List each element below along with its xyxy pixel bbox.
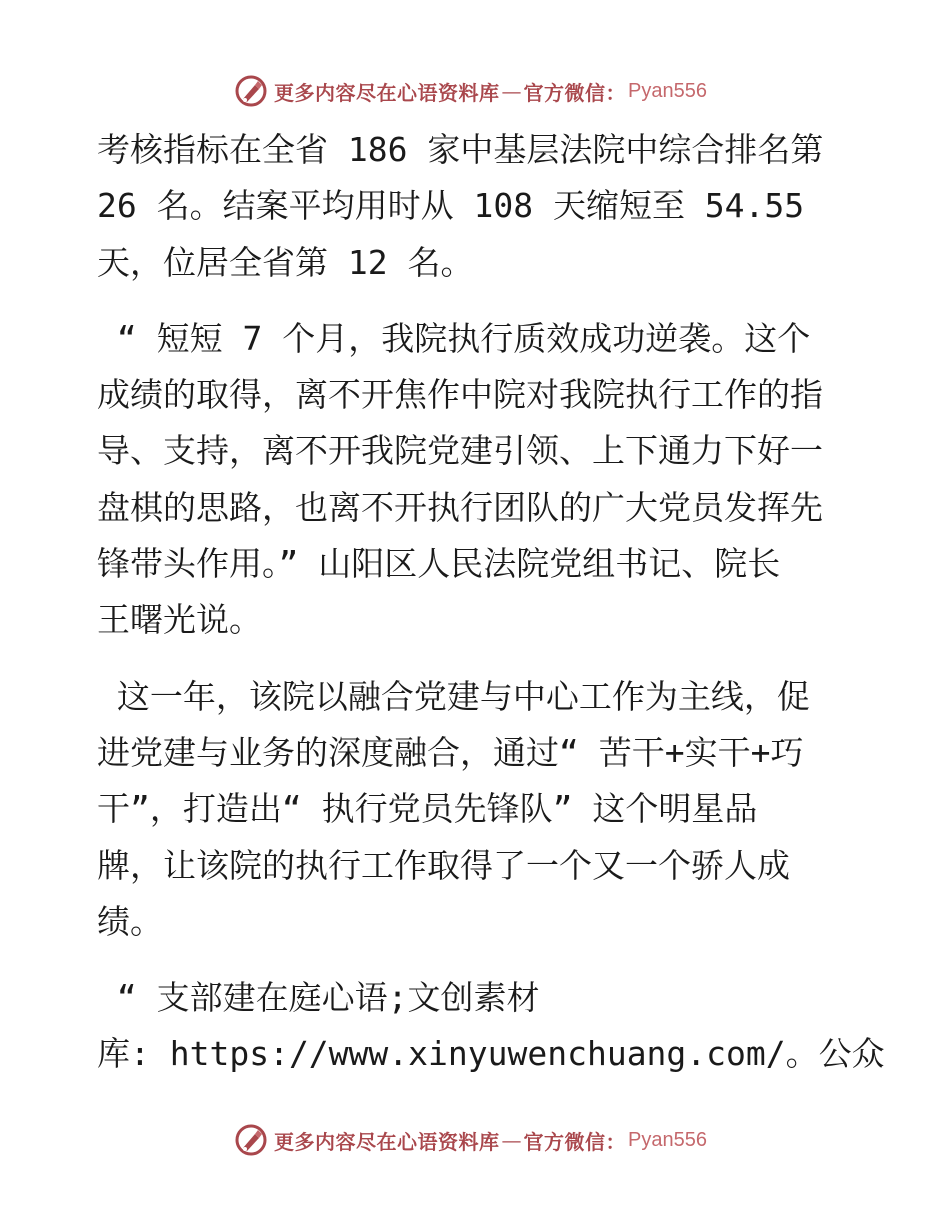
watermark-separator: — (501, 79, 522, 103)
watermark-wechat-id: Pyan556 (628, 1128, 707, 1151)
watermark-wechat-id: Pyan556 (628, 79, 707, 102)
text-line: 考核指标在全省 186 家中基层法院中综合排名第 (97, 130, 824, 169)
watermark-text: 更多内容尽在心语资料库 (274, 1129, 500, 1154)
watermark-separator: — (501, 1128, 522, 1152)
pen-circle-logo-icon (234, 74, 268, 108)
watermark-label: 官方微信： (523, 80, 626, 105)
watermark-label: 官方微信： (523, 1129, 626, 1154)
text-line: 绩。 (97, 901, 163, 941)
text-line: 牌，让该院的执行工作取得了一个又一个骄人成 (97, 845, 790, 885)
text-line: “ 短短 7 个月，我院执行质效成功逆袭。这个 (97, 318, 811, 358)
document-body (97, 122, 885, 1083)
footer-watermark (234, 1120, 707, 1160)
text-line: 王曙光说。 (97, 600, 262, 640)
paragraph-3 (97, 669, 857, 950)
pen-circle-logo-icon (234, 1123, 268, 1157)
paragraph-1 (97, 122, 857, 291)
paragraph-2 (97, 311, 857, 649)
text-line: 这一年，该院以融合党建与中心工作为主线，促 (97, 676, 810, 716)
text-line: 干”，打造出“ 执行党员先锋队” 这个明星品 (97, 789, 758, 829)
text-line: 库: https://www.xinyuwenchuang.com/。公众 (97, 1034, 885, 1074)
text-line: 成绩的取得，离不开焦作中院对我院执行工作的指 (97, 375, 823, 415)
text-line: 26 名。结案平均用时从 108 天缩短至 54.55 (97, 186, 805, 226)
header-watermark (234, 71, 707, 111)
text-line: 导、支持，离不开我院党建引领、上下通力下好一 (97, 431, 823, 471)
watermark-text: 更多内容尽在心语资料库 (274, 80, 500, 105)
paragraph-4 (97, 970, 885, 1083)
text-line: 进党建与业务的深度融合，通过“ 苦干+实干+巧 (97, 732, 804, 772)
text-line: “ 支部建在庭心语;文创素材 (97, 978, 540, 1018)
text-line: 天，位居全省第 12 名。 (97, 242, 474, 282)
text-line: 盘棋的思路，也离不开执行团队的广大党员发挥先 (97, 487, 823, 527)
text-line: 锋带头作用。” 山阳区人民法院党组书记、院长 (97, 544, 781, 584)
